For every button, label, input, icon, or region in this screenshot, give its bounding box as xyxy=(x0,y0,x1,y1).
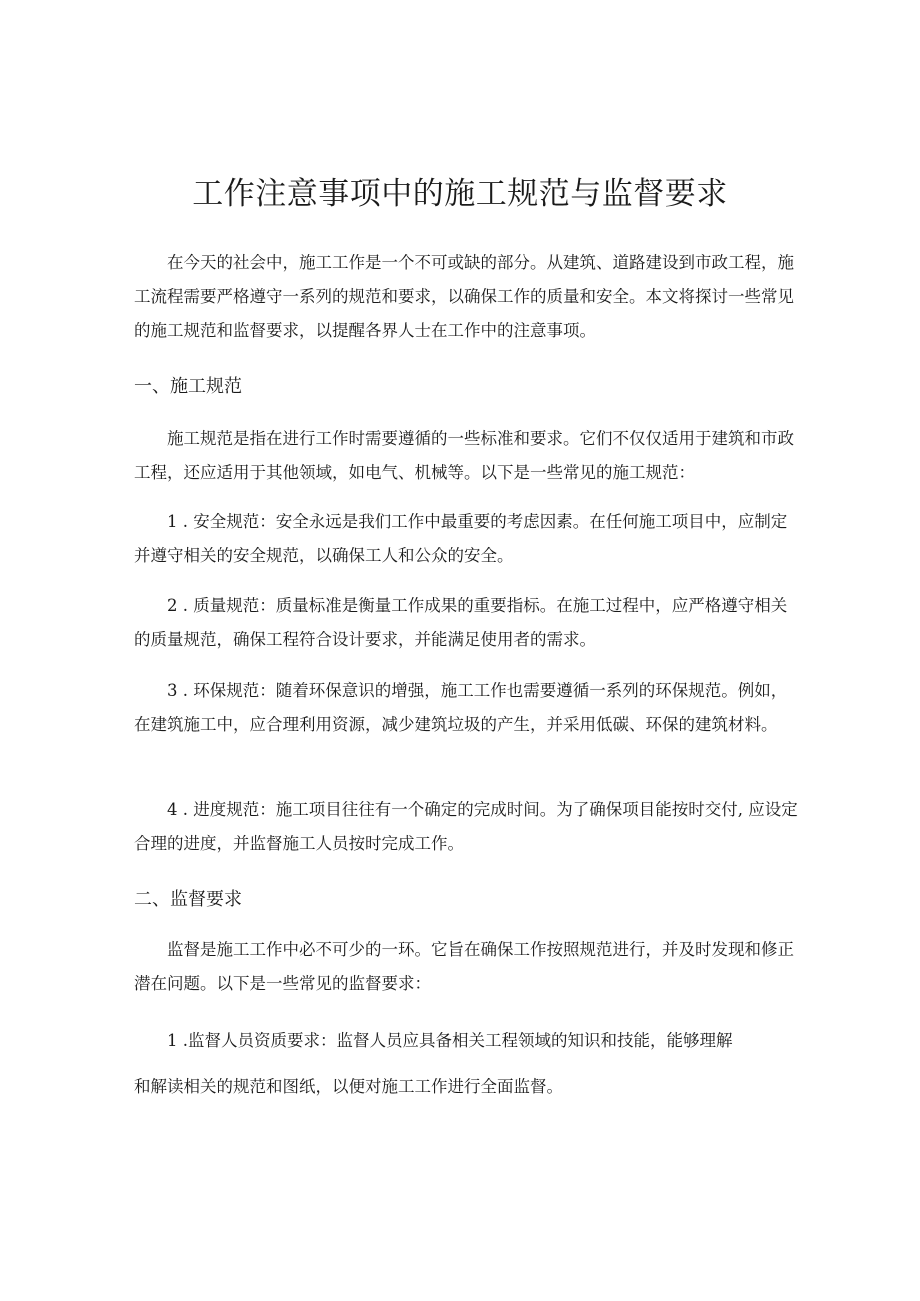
document-title: 工作注意事项中的施工规范与监督要求 xyxy=(192,176,728,212)
section1-intro-paragraph: 施工规范是指在进行工作时需要遵循的一些标准和要求。它们不仅仅适用于建筑和市政工程，还应适用于其他领域，如电气、机械等。以下是一些常见的施工规范： xyxy=(134,429,794,482)
list-item-supervisor-qualification-line2: 和解读相关的规范和图纸，以便对施工工作进行全面监督。 xyxy=(134,1077,563,1096)
list-item-environmental-norms: 3 . 环保规范：随着环保意识的增强，施工工作也需要遵循一系列的环保规范。例如，在建筑施工中，应合理利用资源，减少建筑垃圾的产生，并采用低碳、环保的建筑材料。 xyxy=(134,681,788,734)
section-heading-supervision-requirements: 二、监督要求 xyxy=(134,889,242,910)
list-item-schedule-norms: 4 . 进度规范：施工项目往往有一个确定的完成时间。为了确保项目能按时交付, 应设定合理的进度，并监督施工人员按时完成工作。 xyxy=(134,800,798,853)
list-item-quality-norms: 2 . 质量规范：质量标准是衡量工作成果的重要指标。在施工过程中，应严格遵守相关的质量规范，确保工程符合设计要求，并能满足使用者的需求。 xyxy=(134,596,788,649)
section2-intro-paragraph: 监督是施工工作中必不可少的一环。它旨在确保工作按照规范进行，并及时发现和修正潜在问题。以下是一些常见的监督要求： xyxy=(134,940,794,993)
intro-paragraph: 在今天的社会中，施工工作是一个不可或缺的部分。从建筑、道路建设到市政工程，施工流程需要严格遵守一系列的规范和要求，以确保工作的质量和安全。本文将探讨一些常见的施工规范和监督要求，以提醒各界人士在工作中的注意事项。 xyxy=(134,253,794,340)
section-heading-construction-norms: 一、施工规范 xyxy=(134,376,242,397)
list-item-safety-norms: 1 . 安全规范：安全永远是我们工作中最重要的考虑因素。在任何施工项目中，应制定并遵守相关的安全规范，以确保工人和公众的安全。 xyxy=(134,512,788,565)
list-item-supervisor-qualification-line1: 1 .监督人员资质要求：监督人员应具备相关工程领域的知识和技能，能够理解 xyxy=(167,1031,733,1050)
